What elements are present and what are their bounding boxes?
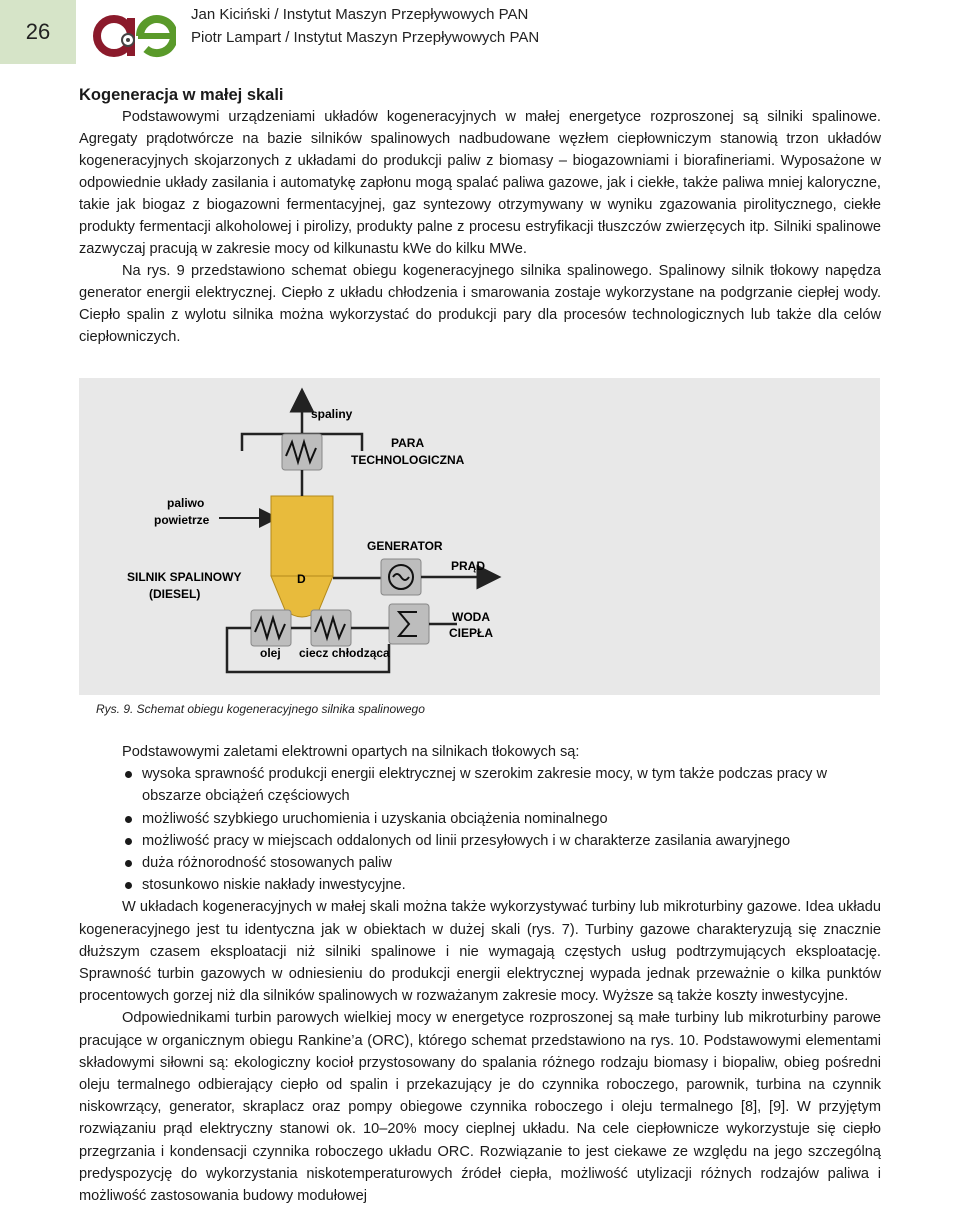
list-intro: Podstawowymi zaletami elektrowni opartych na silnikach tłokowych są: [122, 744, 580, 760]
section-title: Kogeneracja w małej skali [79, 86, 284, 104]
label-prad: PRĄD [451, 559, 486, 573]
list-item: duża różnorodność stosowanych paliw [79, 852, 881, 874]
cogeneration-diagram [79, 378, 880, 695]
paragraph: Odpowiednikami turbin parowych wielkiej mocy w energetyce rozproszonej są małe turbiny lub mikroturbiny parowe pracujące w organicznym obiegu Rankine’a (ORC), którego schemat przedstawiono na rys. 10. Podstawowymi elementami składowymi siłowni są: ekologiczny kocioł przystosowany do spalania różnego rodzaju biomasy i biopaliw, obieg pośredni oleju termalnego odbierający ciepło od spalin i przekazujący je do czynnika roboczego, parownik, turbina na czynnik niskowrzący, generator, skraplacz oraz pompy obiegowe czynnika roboczego i oleju termalnego [8], [9]. W przyjętym rozwiązaniu prąd elektryczny stanowi ok. 10–20% mocy cieplnej układu. Na cele ciepłownicze wykorzystuje się ciepło przegrzania i kondensacji czynnika roboczego układu ORC. Rozwiązanie to jest ciekawe ze względu na jego szczególną predyspozycję do wykorzystania niskotemperaturowych źródeł ciepła, możliwość utylizacji różnych rodzajów paliwa i możliwość zastosowania budowy modułowej [79, 1010, 881, 1205]
engine-body [271, 496, 333, 576]
list-item: stosunkowo niskie nakłady inwestycyjne. [79, 874, 881, 896]
label-ciecz: ciecz chłodząca [299, 646, 390, 660]
figure-caption: Rys. 9. Schemat obiegu kogeneracyjnego silnika spalinowego [96, 702, 425, 716]
label-spaliny: spaliny [311, 407, 353, 421]
label-engine-d: D [297, 572, 306, 586]
label-silnik-2: (DIESEL) [149, 587, 201, 601]
list-item: możliwość szybkiego uruchomienia i uzyskania obciążenia nominalnego [79, 808, 881, 830]
label-silnik-1: SILNIK SPALINOWY [127, 570, 242, 584]
authors-block [191, 3, 539, 49]
list-item: możliwość pracy w miejscach oddalonych od linii przesyłowych i w charakterze zasilania awaryjnego [79, 830, 881, 852]
ae-journal-logo-icon [92, 6, 176, 62]
label-olej: olej [260, 646, 281, 660]
advantages-list [79, 763, 881, 896]
paragraph: Podstawowymi urządzeniami układów kogeneracyjnych w małej energetyce rozproszonej są silniki spalinowe. Agregaty prądotwórcze na bazie silników spalinowych nadbudowane węzłem ciepłowniczym stanowią trzon układów kogeneracyjnych skojarzonych z układami do produkcji paliw z biomasy – biogazowniami i biorafineriami. Wyposażone w odpowiednie układy zasilania i automatykę zapłonu mogą spalać paliwa gazowe, jak i ciekłe, także paliwa mniej kaloryczne, takie jak biogaz z biogazowni fermentacyjnej, gaz syntezowy otrzymywany w wyniku zgazowania pirolitycznego, ciekłe produkty fermentacji alkoholowej i pirolizy, produkty palne z procesu estryfikacji tłuszczów zwierzęcych itp. Silniki spalinowe zazwyczaj pracują w zakresie mocy od kilkunastu kWe do kilku MWe. [79, 109, 881, 257]
label-generator: GENERATOR [367, 539, 443, 553]
paragraph: Na rys. 9 przedstawiono schemat obiegu kogeneracyjnego silnika spalinowego. Spalinowy silnik tłokowy napędza generator energii elektrycznej. Ciepło z układu chłodzenia i smarowania zostaje wykorzystane na podgrzanie ciepłej wody. Ciepło spalin z wylotu silnika można wykorzystać do produkcji pary dla procesów technologicznych lub także dla celów ciepłowniczych. [79, 263, 881, 345]
author-2: Piotr Lampart / Instytut Maszyn Przepływowych PAN [191, 29, 540, 46]
page-number: 26 [0, 0, 76, 64]
label-para-2: TECHNOLOGICZNA [351, 453, 465, 467]
label-woda-2: CIEPŁA [449, 626, 494, 640]
author-1: Jan Kiciński / Instytut Maszyn Przepływowych PAN [191, 6, 529, 23]
label-woda-1: WODA [452, 610, 490, 624]
diagram-svg [79, 378, 880, 695]
section-content [79, 84, 881, 348]
label-para-1: PARA [391, 436, 425, 450]
label-paliwo: paliwo [167, 496, 205, 510]
lower-content [79, 741, 881, 1207]
list-item: wysoka sprawność produkcji energii elektrycznej w szerokim zakresie mocy, w tym także podczas pracy w obszarze obciążeń częściowych [79, 763, 881, 807]
paragraph: W układach kogeneracyjnych w małej skali można także wykorzystywać turbiny lub mikroturbiny gazowe. Idea układu kogeneracyjnego jest tu identyczna jak w obiektach w dużej skali (rys. 7). Turbiny gazowe charakteryzują się znacznie dłuższym czasem eksploatacji niż silniki spalinowe i nie wymagają częstych usług podtrzymujących eksploatację. Sprawność turbin gazowych w odniesieniu do produkcji energii elektrycznej wypada jednak przeważnie o kilka punktów procentowych gorzej niż dla silników spalinowych w rozważanym zakresie mocy. Wyższe są także koszty inwestycyjne. [79, 899, 881, 1005]
label-powietrze: powietrze [154, 513, 210, 527]
